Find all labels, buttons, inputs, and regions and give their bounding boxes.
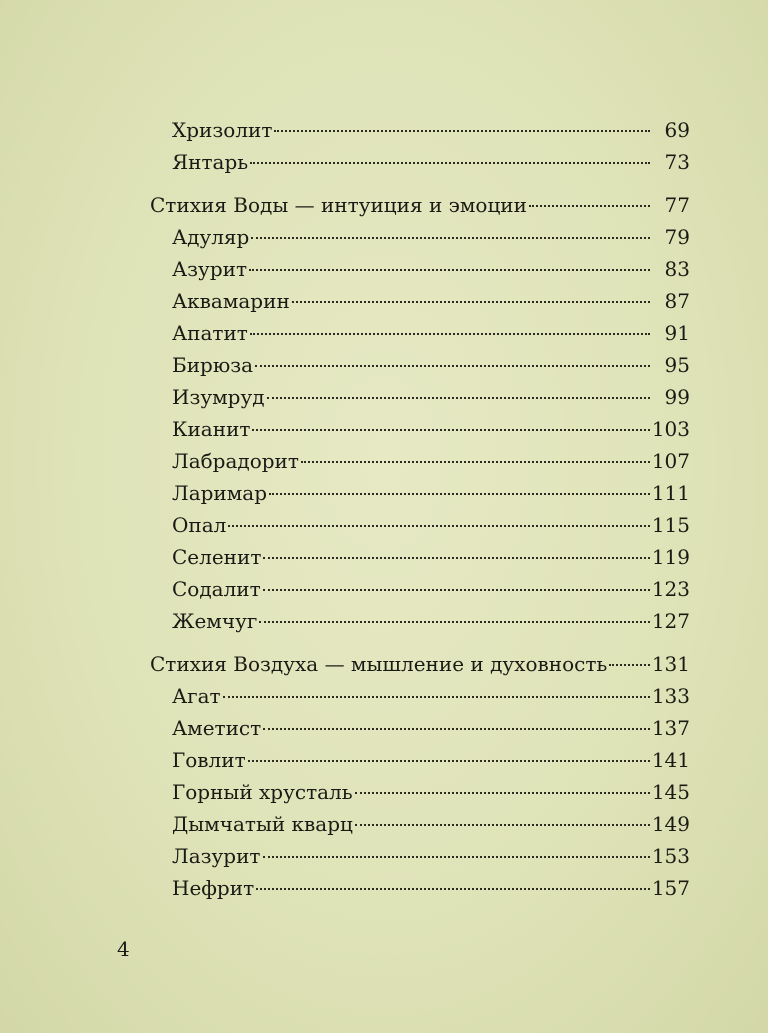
toc-entry-page: 91 [664, 321, 690, 345]
toc-entry-title: Дымчатый кварц [172, 812, 353, 836]
dot-leader [228, 525, 649, 527]
toc-entry [172, 608, 690, 634]
toc-entry [172, 256, 690, 282]
toc-entry [172, 352, 690, 378]
toc-entry-page: 111 [651, 481, 690, 505]
toc-entry-title: Азурит [172, 257, 248, 281]
toc-entry-page: 83 [664, 257, 690, 281]
toc-entry-page: 131 [651, 652, 690, 676]
toc-entry-page: 69 [664, 118, 690, 142]
toc-entry [172, 384, 690, 410]
dot-leader [223, 696, 650, 698]
dot-leader [267, 397, 650, 399]
toc-entry-page: 119 [651, 545, 690, 569]
toc-entry [172, 843, 690, 869]
toc-entry [172, 512, 690, 538]
toc-entry-title: Лабрадорит [172, 449, 299, 473]
toc-entry-title: Бирюза [172, 353, 254, 377]
toc-entry-page: 141 [651, 748, 690, 772]
toc-entry-title: Нефрит [172, 876, 255, 900]
toc-entry-title: Стихия Воды — интуиция и эмоции [150, 193, 527, 217]
dot-leader [529, 205, 650, 207]
toc-entry [172, 747, 690, 773]
toc-entry-title: Говлит [172, 748, 246, 772]
toc-entry-page: 87 [664, 289, 690, 313]
toc-entry [172, 149, 690, 175]
dot-leader [301, 461, 650, 463]
toc-entry [172, 416, 690, 442]
toc-entry-title: Хризолит [172, 118, 273, 142]
dot-leader [355, 792, 650, 794]
dot-leader [263, 589, 650, 591]
dot-leader [250, 333, 650, 335]
dot-leader [252, 429, 649, 431]
dot-leader [355, 824, 650, 826]
toc-entry-title: Стихия Воздуха — мышление и духовность [150, 652, 608, 676]
dot-leader [250, 162, 650, 164]
toc-entry [172, 480, 690, 506]
toc-entry [172, 448, 690, 474]
toc-entry-page: 103 [651, 417, 690, 441]
toc-entry [172, 320, 690, 346]
dot-leader [251, 237, 650, 239]
page-number: 4 [117, 937, 130, 961]
toc-entry-page: 73 [664, 150, 690, 174]
toc-entry-page: 145 [651, 780, 690, 804]
dot-leader [609, 664, 650, 666]
toc-entry [172, 224, 690, 250]
dot-leader [263, 856, 650, 858]
toc-entry-title: Апатит [172, 321, 248, 345]
toc-entry [172, 576, 690, 602]
dot-leader [263, 728, 650, 730]
toc-section-entry [150, 192, 690, 218]
dot-leader [292, 301, 650, 303]
toc-entry-page: 95 [664, 353, 690, 377]
toc-entry-page: 149 [651, 812, 690, 836]
toc-entry-title: Лазурит [172, 844, 261, 868]
dot-leader [274, 130, 650, 132]
dot-leader [256, 888, 650, 890]
toc-entry-title: Аквамарин [172, 289, 290, 313]
toc-entry-title: Селенит [172, 545, 262, 569]
toc-entry [172, 683, 690, 709]
toc-entry-page: 137 [651, 716, 690, 740]
toc-entry-title: Кианит [172, 417, 251, 441]
toc-entry-page: 157 [651, 876, 690, 900]
toc-entry-title: Янтарь [172, 150, 249, 174]
toc-entry-title: Содалит [172, 577, 261, 601]
toc-entry [172, 779, 690, 805]
toc-entry-title: Опал [172, 513, 227, 537]
toc-section-entry [150, 651, 690, 677]
toc-entry-title: Агат [172, 684, 221, 708]
toc-entry-page: 153 [651, 844, 690, 868]
dot-leader [248, 760, 650, 762]
toc-entry-page: 127 [651, 609, 690, 633]
dot-leader [259, 621, 649, 623]
dot-leader [249, 269, 650, 271]
toc-entry-title: Жемчуг [172, 609, 258, 633]
toc-entry [172, 544, 690, 570]
toc-entry-title: Горный хрусталь [172, 780, 353, 804]
toc-entry [172, 811, 690, 837]
toc-entry-page: 79 [664, 225, 690, 249]
toc-entry-title: Аметист [172, 716, 262, 740]
dot-leader [263, 557, 649, 559]
toc-entry-page: 107 [651, 449, 690, 473]
toc-entry-page: 77 [664, 193, 690, 217]
toc-entry-title: Ларимар [172, 481, 268, 505]
dot-leader [255, 365, 650, 367]
toc-entry-title: Изумруд [172, 385, 265, 409]
toc-entry [172, 715, 690, 741]
toc-entry-page: 123 [651, 577, 690, 601]
dot-leader [269, 493, 650, 495]
toc-entry [172, 875, 690, 901]
toc-entry-page: 115 [651, 513, 690, 537]
toc-entry-page: 133 [651, 684, 690, 708]
toc-entry-page: 99 [664, 385, 690, 409]
toc-entry [172, 288, 690, 314]
toc-entry-title: Адуляр [172, 225, 250, 249]
toc-entry [172, 117, 690, 143]
